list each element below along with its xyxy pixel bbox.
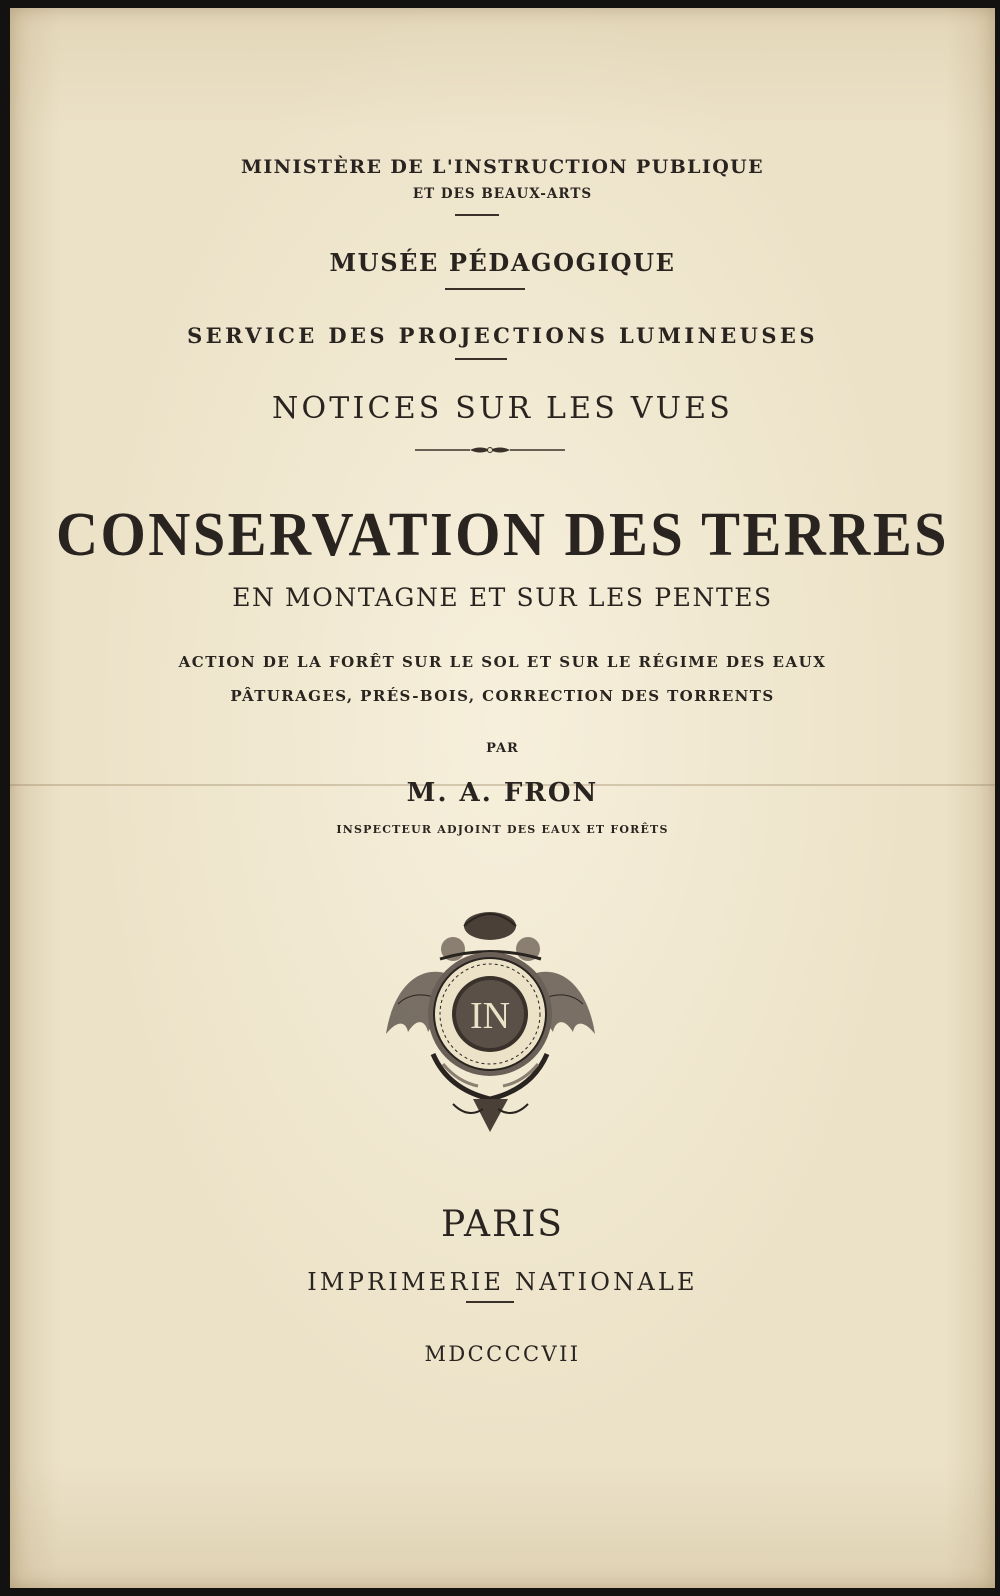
divider-rule (455, 214, 499, 216)
main-title: CONSERVATION DES TERRES (55, 501, 950, 569)
imprint-printer: IMPRIMERIE NATIONALE (307, 1268, 698, 1296)
title-page (10, 8, 995, 1588)
emblem-monogram: IN (469, 995, 511, 1037)
ministry-subheading: ET DES BEAUX-ARTS (412, 186, 593, 202)
ministry-heading: MINISTÈRE DE L'INSTRUCTION PUBLIQUE (240, 156, 765, 178)
by-label: PAR (486, 741, 519, 756)
divider-rule (466, 1301, 514, 1303)
service-heading: SERVICE DES PROJECTIONS LUMINEUSES (187, 323, 818, 348)
divider-rule (445, 288, 525, 290)
author-role: INSPECTEUR ADJOINT DES EAUX ET FORÊTS (336, 823, 669, 836)
divider-rule (455, 358, 507, 360)
subject-line-2: PÂTURAGES, PRÉS-BOIS, CORRECTION DES TORRENTS (230, 687, 775, 705)
author-name: M. A. FRON (406, 778, 599, 808)
notices-heading: NOTICES SUR LES VUES (272, 391, 733, 426)
ornamental-rule-icon (415, 443, 565, 457)
imperial-eagle-seal-icon (378, 904, 603, 1134)
subject-line-1: ACTION DE LA FORÊT SUR LE SOL ET SUR LE RÉGIME DES EAUX (178, 653, 827, 671)
imprint-year: MDCCCCVII (424, 1342, 581, 1366)
museum-heading: MUSÉE PÉDAGOGIQUE (329, 248, 676, 277)
subtitle: EN MONTAGNE ET SUR LES PENTES (232, 583, 773, 612)
imprint-city: PARIS (441, 1204, 564, 1245)
